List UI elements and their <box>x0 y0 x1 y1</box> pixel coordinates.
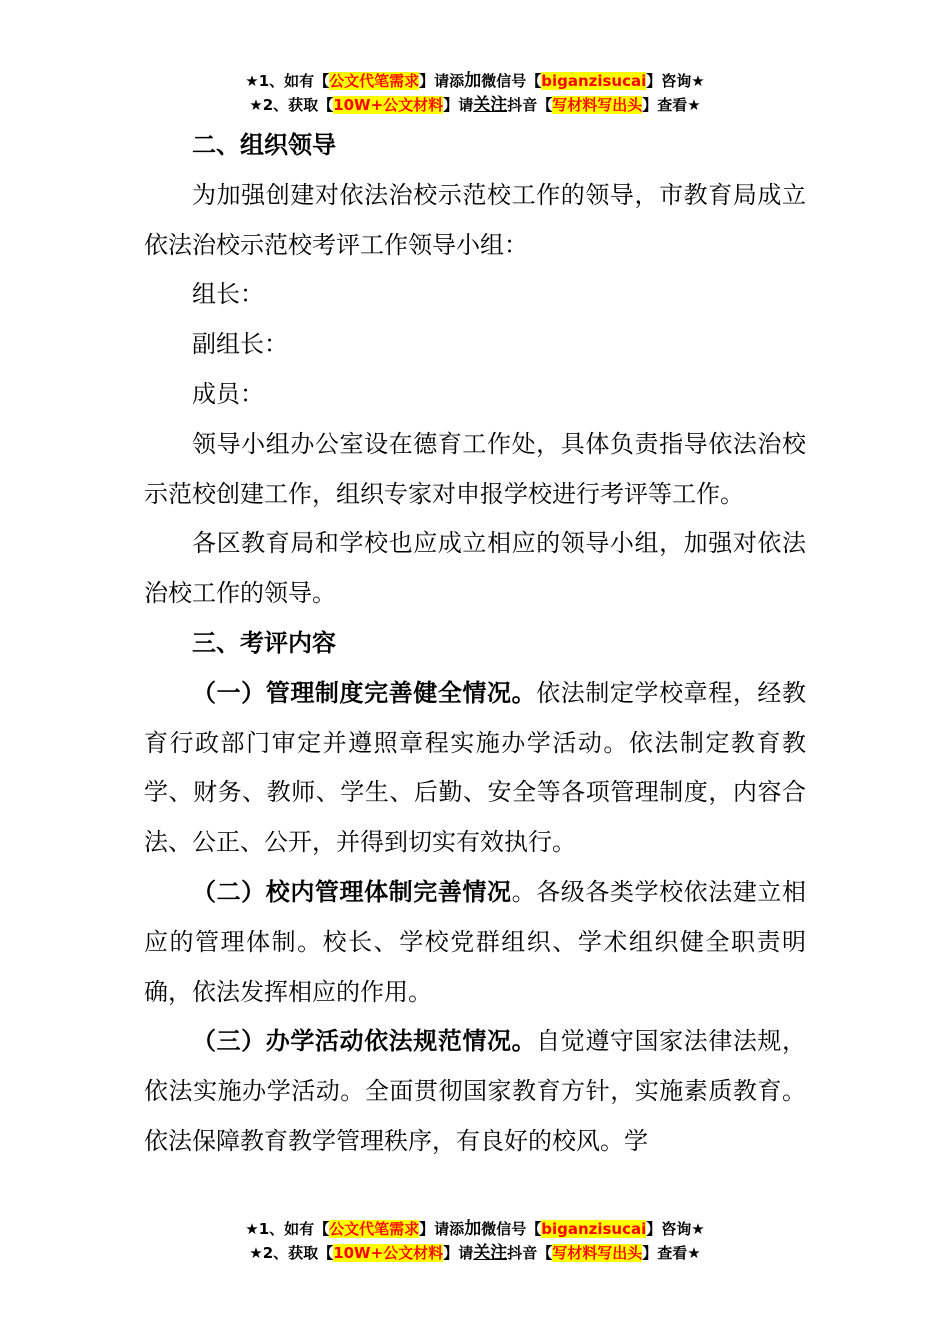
banner-text: 】查看★ <box>642 96 701 114</box>
banner-highlight: 公文代笔需求 <box>329 72 420 90</box>
banner-text: 】咨询★ <box>646 72 705 90</box>
banner-text: 】咨询★ <box>646 1220 705 1238</box>
banner-emphasis: 加 <box>464 71 482 91</box>
banner-highlight: 10W+公文材料 <box>333 96 444 114</box>
banner-line-1 <box>0 1217 950 1241</box>
banner-text: ★1、如有【 <box>245 1220 330 1238</box>
banner-text: 】请 <box>443 1244 474 1262</box>
banner-text: 抖音【 <box>507 96 553 114</box>
document-body <box>144 121 806 1167</box>
list-item <box>144 669 806 868</box>
banner-highlight: biganzisucai <box>541 72 647 90</box>
item-title: （二）校内管理体制完善情况 <box>192 877 512 906</box>
leader-line: 组长： <box>192 280 264 309</box>
list-item <box>144 868 806 1017</box>
banner-highlight: 写材料写出头 <box>552 1244 643 1262</box>
paragraph: 为加强创建对依法治校示范校工作的领导，市教育局成立依法治校示范校考评工作领导小组： <box>144 180 806 259</box>
banner-text: 微信号【 <box>481 72 542 90</box>
section-heading: 二、组织领导 <box>192 131 336 159</box>
members-line: 成员： <box>192 379 264 408</box>
banner-line-2 <box>0 93 950 117</box>
banner-text: 】请 <box>443 96 474 114</box>
banner-line-2 <box>0 1241 950 1265</box>
banner-text: 抖音【 <box>507 1244 553 1262</box>
banner-highlight: biganzisucai <box>541 1220 647 1238</box>
item-text: 。各级各类学校依法建立相应的管理体制。校长、学校党群组织、学术组织健全职责明确，依法发挥相应的作用。 <box>144 877 807 1006</box>
banner-highlight: 公文代笔需求 <box>329 1220 420 1238</box>
banner-highlight: 10W+公文材料 <box>333 1244 444 1262</box>
header-banner <box>0 69 950 117</box>
item-title: （三）办学活动依法规范情况。 <box>192 1027 537 1056</box>
banner-text: 微信号【 <box>481 1220 542 1238</box>
banner-emphasis: 关注 <box>473 95 508 115</box>
banner-text: ★2、获取【 <box>249 96 334 114</box>
deputy-leader-line: 副组长： <box>192 330 288 359</box>
banner-text: 】请添 <box>419 1220 465 1238</box>
footer-banner <box>0 1217 950 1265</box>
paragraph: 各区教育局和学校也应成立相应的领导小组，加强对依法治校工作的领导。 <box>144 529 806 608</box>
banner-text: ★1、如有【 <box>245 72 330 90</box>
item-text: 依法制定学校章程，经教育行政部门审定并遵照章程实施办学活动。依法制定教育教学、财务、教师、学生、后勤、安全等各项管理制度，内容合法、公正、公开，并得到切实有效执行。 <box>144 678 807 857</box>
list-item <box>144 1017 806 1166</box>
banner-text: 】查看★ <box>642 1244 701 1262</box>
banner-emphasis: 加 <box>464 1219 482 1239</box>
item-title: （一）管理制度完善健全情况。 <box>192 678 537 707</box>
paragraph: 领导小组办公室设在德育工作处，具体负责指导依法治校示范校创建工作，组织专家对申报学校进行考评等工作。 <box>144 429 806 508</box>
banner-line-1 <box>0 69 950 93</box>
banner-text: 】请添 <box>419 72 465 90</box>
item-text: 自觉遵守国家法律法规，依法实施办学活动。全面贯彻国家教育方针，实施素质教育。依法保障教育教学管理秩序，有良好的校风。学 <box>144 1027 807 1155</box>
banner-emphasis: 关注 <box>473 1243 508 1263</box>
section-heading: 三、考评内容 <box>192 628 336 657</box>
banner-highlight: 写材料写出头 <box>552 96 643 114</box>
banner-text: ★2、获取【 <box>249 1244 334 1262</box>
